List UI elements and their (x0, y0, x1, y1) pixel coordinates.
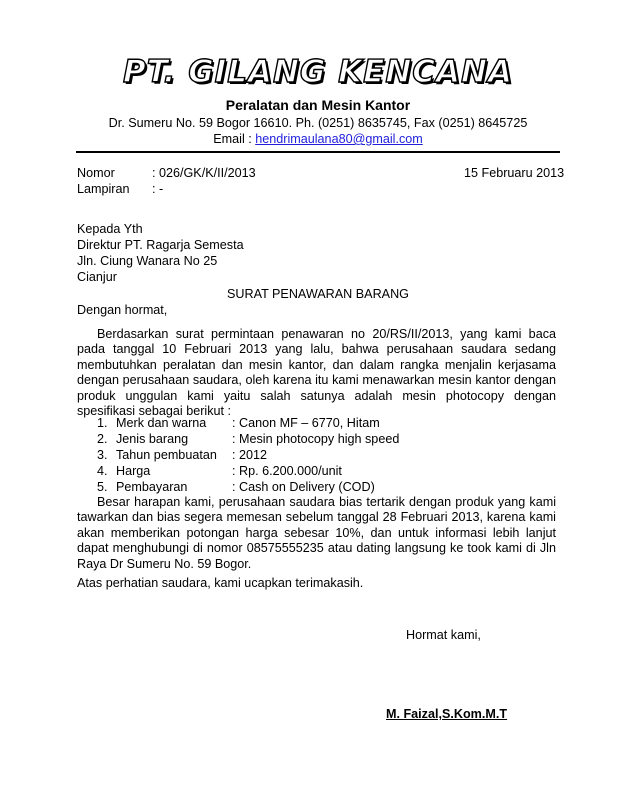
spec-value: : Mesin photocopy high speed (232, 432, 400, 446)
offer-paragraph: Besar harapan kami, perusahaan saudara bias tertarik dengan produk yang kami tawarkan dan bias segera memesan sebelum tanggal 28 Februari 2013, karena kami akan memberikan potongan harga sebesar 10%, dan untuk informasi lebih lanjut dapat menghubungi di nomor 08575555235 atau dating langsung ke took kami di Jln Raya Dr Sumeru No. 59 Bogor. (77, 495, 556, 571)
email-link[interactable]: hendrimaulana80@gmail.com (255, 132, 423, 146)
spec-number: 2. (97, 432, 108, 446)
spec-number: 4. (97, 464, 108, 478)
spec-label: Merk dan warna (116, 416, 207, 430)
signer-name: M. Faizal,S.Kom.M.T (386, 707, 508, 721)
recipient-line: Jln. Ciung Wanara No 25 (77, 254, 218, 268)
company-email-line (0, 132, 636, 147)
recipient-line: Kepada Yth (77, 222, 143, 236)
spec-value: : Canon MF – 6770, Hitam (232, 416, 380, 430)
spec-number: 1. (97, 416, 108, 430)
spec-value: : 2012 (232, 448, 268, 462)
greeting: Dengan hormat, (77, 303, 168, 317)
email-label: Email : (213, 132, 252, 146)
letterhead-divider (76, 151, 560, 153)
nomor-label: Nomor (77, 166, 115, 180)
lampiran-value: : - (152, 182, 164, 196)
spec-number: 5. (97, 480, 108, 494)
spec-value: : Cash on Delivery (COD) (232, 480, 375, 494)
letter-subject: SURAT PENAWARAN BARANG (227, 287, 409, 301)
letter-date: 15 Februaru 2013 (464, 166, 565, 180)
spec-label: Harga (116, 464, 151, 478)
spec-label: Tahun pembuatan (116, 448, 217, 462)
recipient-line: Direktur PT. Ragarja Semesta (77, 238, 244, 252)
intro-paragraph: Berdasarkan surat permintaan penawaran no 20/RS/II/2013, yang kami baca pada tanggal 10 Februari 2013 yang lalu, bahwa perusahaan saudara sedang membutuhkan peralatan dan mesin kantor, dan dalam rangka menjalin kerjasama dengan perusahaan saudara, oleh karena itu kami menawarkan mesin kantor dengan produk unggulan kami yaitu salah satunya adalah mesin photocopy dengan spesifikasi sebagai berikut : (77, 327, 556, 419)
spec-number: 3. (97, 448, 108, 462)
company-name: PT. GILANG KENCANA (123, 54, 513, 90)
company-subtitle: Peralatan dan Mesin Kantor (225, 97, 411, 113)
spec-label: Jenis barang (116, 432, 189, 446)
company-address: Dr. Sumeru No. 59 Bogor 16610. Ph. (0251) 8635745, Fax (0251) 8645725 (108, 116, 528, 130)
closing-line: Atas perhatian saudara, kami ucapkan terimakasih. (77, 576, 364, 590)
nomor-value: : 026/GK/K/II/2013 (152, 166, 256, 180)
spec-value: : Rp. 6.200.000/unit (232, 464, 342, 478)
recipient-line: Cianjur (77, 270, 117, 284)
sign-off: Hormat kami, (406, 628, 481, 642)
spec-label: Pembayaran (116, 480, 188, 494)
lampiran-label: Lampiran (77, 182, 130, 196)
